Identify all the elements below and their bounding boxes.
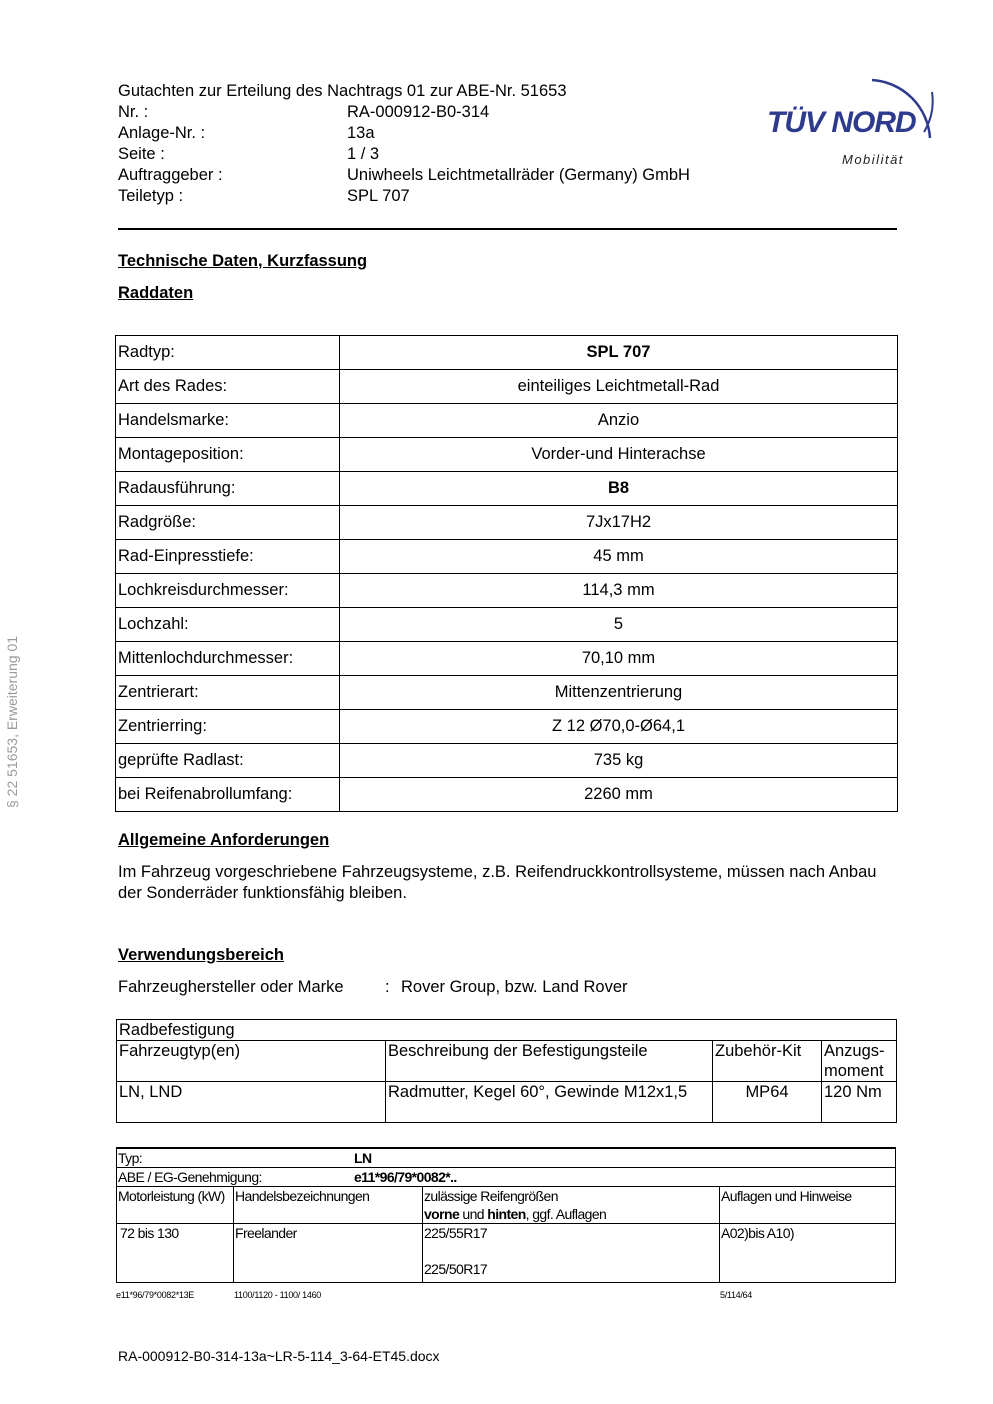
table-row: Montageposition: Vorder-und Hinterachse	[116, 438, 898, 472]
table-row: Mittenlochdurchmesser: 70,10 mm	[116, 642, 898, 676]
allgemeine-text: Im Fahrzeug vorgeschriebene Fahrzeugsysteme, z.B. Reifendruckkontrollsysteme, müssen nach Anbau der Sonderräder funktionsfähig bleiben.	[118, 863, 877, 902]
header-field-auftraggeber: Auftraggeber : Uniwheels Leichtmetallräder (Germany) GmbH	[118, 166, 690, 184]
heading-raddaten: Raddaten	[118, 284, 194, 302]
side-note: § 22 51653, Erweiterung 01	[4, 635, 20, 808]
table-row: Typ: LN	[117, 1148, 896, 1168]
table-row: ABE / EG-Genehmigung: e11*96/79*0082*..	[117, 1168, 896, 1187]
header-field-anlage: Anlage-Nr. : 13a	[118, 124, 375, 142]
table-row: Radbefestigung	[117, 1020, 897, 1041]
header-divider	[118, 228, 897, 230]
typ-table	[116, 1147, 896, 1283]
document-header	[118, 81, 690, 207]
table-footnote-2: 1100/1120 - 1100/ 1460	[234, 1290, 321, 1300]
logo-subtitle: Mobilität	[842, 152, 904, 167]
table-row: Radgröße: 7Jx17H2	[116, 506, 898, 540]
logo-word: TÜV NORD	[767, 106, 916, 139]
table-row: Zentrierart: Mittenzentrierung	[116, 676, 898, 710]
header-title: Gutachten zur Erteilung des Nachtrags 01 zur ABE-Nr. 51653	[118, 82, 567, 100]
header-field-seite: Seite : 1 / 3	[118, 145, 380, 163]
tuv-nord-logo	[762, 58, 942, 173]
table-row: Lochkreisdurchmesser: 114,3 mm	[116, 574, 898, 608]
fahrzeughersteller-line: Fahrzeughersteller oder Marke : Rover Group, bzw. Land Rover	[118, 978, 628, 996]
heading-verwendungsbereich: Verwendungsbereich	[118, 946, 284, 964]
table-row: Zentrierring: Z 12 Ø70,0-Ø64,1	[116, 710, 898, 744]
heading-allgemeine-anforderungen: Allgemeine Anforderungen	[118, 831, 330, 849]
heading-technische-daten: Technische Daten, Kurzfassung	[118, 252, 368, 270]
table-row: geprüfte Radlast: 735 kg	[116, 744, 898, 778]
table-row: Rad-Einpresstiefe: 45 mm	[116, 540, 898, 574]
table-row: Lochzahl: 5	[116, 608, 898, 642]
table-row: Motorleistung (kW) Handelsbezeichnungen zulässige Reifengrößen vorne und hinten, ggf. Auflagen Auflagen und Hinweise	[117, 1187, 896, 1224]
table-row: Fahrzeugtyp(en) Beschreibung der Befestigungsteile Zubehör-Kit Anzugs-moment	[117, 1041, 897, 1082]
table-footnote-3: 5/114/64	[720, 1290, 752, 1300]
table-row: LN, LND Radmutter, Kegel 60°, Gewinde M12x1,5 MP64 120 Nm	[117, 1082, 897, 1123]
header-field-nr: Nr. : RA-000912-B0-314	[118, 103, 490, 121]
header-field-teiletyp: Teiletyp : SPL 707	[118, 187, 410, 205]
table-row: Handelsmarke: Anzio	[116, 404, 898, 438]
table-row: Art des Rades: einteiliges Leichtmetall-Rad	[116, 370, 898, 404]
table-row: Radausführung: B8	[116, 472, 898, 506]
table-footnote-1: e11*96/79*0082*13E	[116, 1290, 195, 1300]
raddaten-table	[115, 335, 898, 812]
table-row: Radtyp: SPL 707	[116, 336, 898, 370]
radbefestigung-table	[116, 1019, 897, 1123]
table-row: 72 bis 130 Freelander 225/55R17 225/50R17 A02)bis A10)	[117, 1224, 896, 1283]
document-filename: RA-000912-B0-314-13a~LR-5-114_3-64-ET45.docx	[118, 1348, 440, 1364]
table-row: bei Reifenabrollumfang: 2260 mm	[116, 778, 898, 812]
